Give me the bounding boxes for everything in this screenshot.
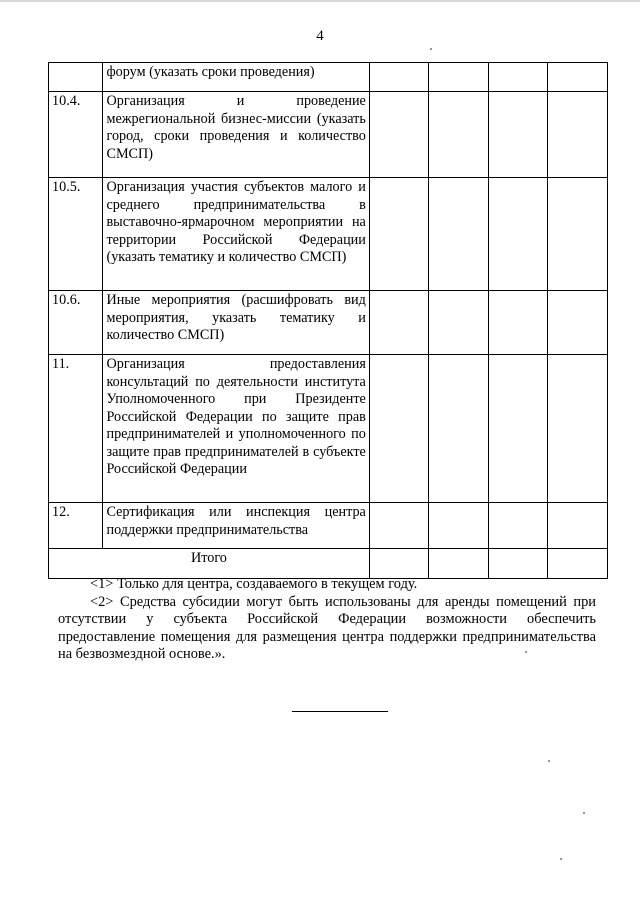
value-cell (429, 63, 489, 92)
value-cell (488, 291, 548, 355)
value-cell (429, 291, 489, 355)
value-cell (488, 92, 548, 178)
value-cell (429, 92, 489, 178)
row-description: Иные мероприятия (расшифровать вид мероприятия, указать тематику и количество СМСП) (103, 291, 369, 355)
footnote-2: <2> Средства субсидии могут быть использованы для аренды помещений при отсутствии у субъекта Российской Федерации возможности обеспечить предоставление помещения для размещения центра поддержки предпринимательства на безвозмездной основе.». (58, 593, 596, 662)
scan-speck (525, 651, 527, 653)
value-cell (488, 63, 548, 92)
value-cell (429, 178, 489, 291)
value-cell (369, 355, 429, 503)
table-row (49, 503, 608, 549)
footnote-1: <1> Только для центра, создаваемого в текущем году. (90, 576, 418, 592)
row-description: форум (указать сроки проведения) (103, 63, 369, 92)
value-cell (548, 291, 608, 355)
value-cell (548, 503, 608, 549)
value-cell (548, 63, 608, 92)
table-row (49, 63, 608, 92)
value-cell (369, 503, 429, 549)
total-value-cell (488, 549, 548, 579)
value-cell (548, 92, 608, 178)
top-edge-line (0, 0, 640, 2)
table-row (49, 291, 608, 355)
row-number: 11. (49, 355, 103, 503)
end-of-document-line (292, 711, 388, 712)
scan-speck (583, 812, 585, 814)
value-cell (369, 291, 429, 355)
value-cell (488, 355, 548, 503)
value-cell (369, 178, 429, 291)
value-cell (429, 503, 489, 549)
measures-table (48, 62, 608, 579)
table-row (49, 355, 608, 503)
scan-speck (560, 858, 562, 860)
value-cell (548, 178, 608, 291)
total-row (49, 549, 608, 579)
row-description: Сертификация или инспекция центра поддержки предпринимательства (103, 503, 369, 549)
page-number: 4 (316, 28, 324, 44)
total-value-cell (369, 549, 429, 579)
total-value-cell (548, 549, 608, 579)
row-description: Организация предоставления консультаций по деятельности института Уполномоченного при Президенте Российской Федерации по защите прав предпринимателей и уполномоченного по защите прав предпринимателей в субъекте Российской Федерации (103, 355, 369, 503)
total-label: Итого (49, 549, 370, 579)
row-number (49, 63, 103, 92)
row-number: 10.5. (49, 178, 103, 291)
value-cell (369, 92, 429, 178)
table-row (49, 178, 608, 291)
value-cell (369, 63, 429, 92)
row-number: 12. (49, 503, 103, 549)
row-description: Организация и проведение межрегиональной бизнес-миссии (указать город, сроки проведения и количество СМСП) (103, 92, 369, 178)
footnotes (58, 576, 596, 664)
value-cell (488, 178, 548, 291)
row-number: 10.4. (49, 92, 103, 178)
table-row (49, 92, 608, 178)
value-cell (488, 503, 548, 549)
scan-speck (430, 48, 432, 50)
value-cell (548, 355, 608, 503)
row-number: 10.6. (49, 291, 103, 355)
total-value-cell (429, 549, 489, 579)
row-description: Организация участия субъектов малого и среднего предпринимательства в выставочно-ярмарочном мероприятии на территории Российской Федерации (указать тематику и количество СМСП) (103, 178, 369, 291)
scan-speck (548, 760, 550, 762)
value-cell (429, 355, 489, 503)
